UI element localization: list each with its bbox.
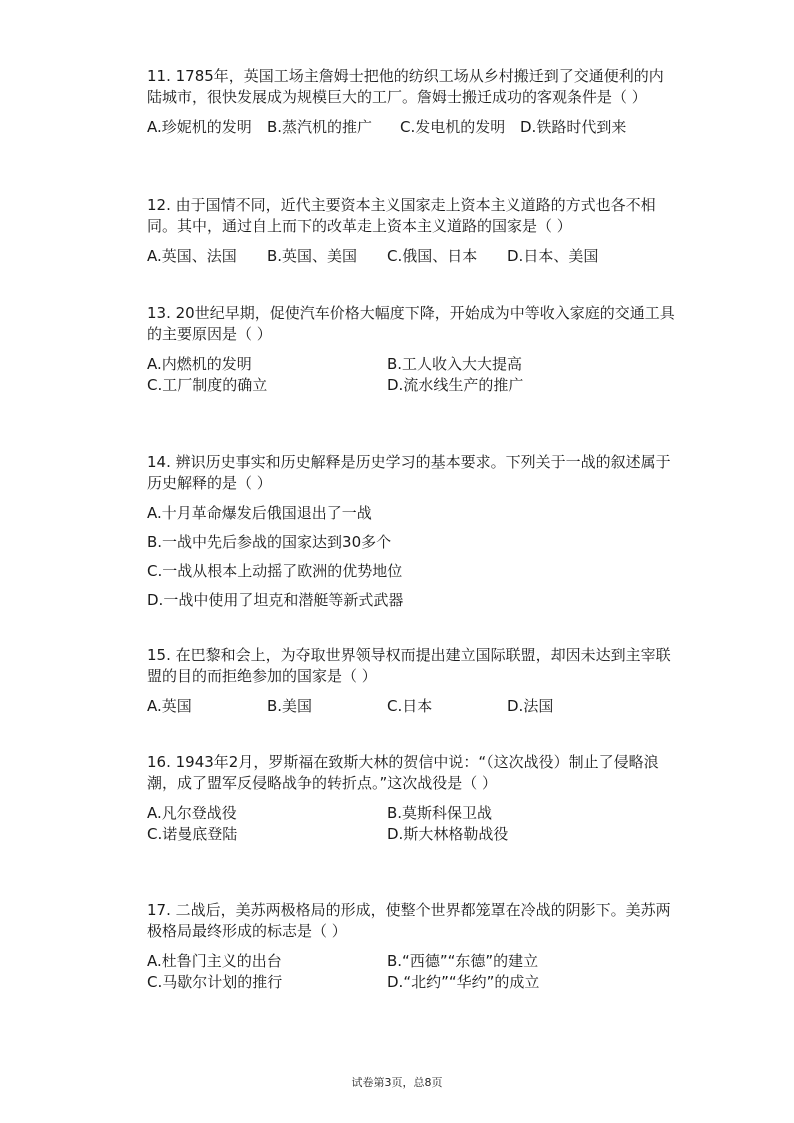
options-row [147, 696, 677, 717]
option-a: A.杜鲁门主义的出台 [147, 952, 282, 970]
option-c: C.一战从根本上动摇了欧洲的优势地位 [147, 562, 403, 580]
option-d: D.流水线生产的推广 [387, 376, 524, 394]
option-c: C.诺曼底登陆 [147, 825, 238, 843]
options-grid [147, 951, 677, 993]
option-b: B.美国 [267, 697, 313, 715]
option-a: A.十月革命爆发后俄国退出了一战 [147, 504, 372, 522]
option-c: C.发电机的发明 [400, 118, 506, 136]
options-grid [147, 354, 677, 396]
option-b: B.英国、美国 [267, 247, 358, 265]
option-d: D.铁路时代到来 [520, 118, 627, 136]
question-stem: 14. 辨识历史事实和历史解释是历史学习的基本要求。下列关于一战的叙述属于历史解释的是（ ） [147, 453, 671, 492]
options-row [147, 246, 677, 267]
option-c: C.日本 [387, 697, 433, 715]
option-d: D.“北约”“华约”的成立 [387, 973, 540, 991]
question-11 [147, 66, 677, 138]
question-stem: 15. 在巴黎和会上，为夺取世界领导权而提出建立国际联盟，却因未达到主宰联盟的目的而拒绝参加的国家是（ ） [147, 646, 671, 685]
option-d: D.一战中使用了坦克和潜艇等新式武器 [147, 591, 404, 609]
question-14 [147, 452, 677, 619]
option-d: D.法国 [507, 697, 554, 715]
option-c: C.马歇尔计划的推行 [147, 973, 283, 991]
question-stem: 16. 1943年2月，罗斯福在致斯大林的贺信中说：“（这次战役）制止了侵略浪潮，成了盟军反侵略战争的转折点。”这次战役是（ ） [147, 753, 659, 792]
option-a: A.英国、法国 [147, 247, 237, 265]
option-a: A.英国 [147, 697, 192, 715]
options-grid [147, 803, 677, 845]
option-b: B.“西德”“东德”的建立 [387, 952, 539, 970]
option-c: C.俄国、日本 [387, 247, 478, 265]
option-a: A.凡尔登战役 [147, 804, 237, 822]
question-stem: 17. 二战后，美苏两极格局的形成，使整个世界都笼罩在冷战的阴影下。美苏两极格局最终形成的标志是（ ） [147, 901, 671, 940]
option-d: D.日本、美国 [507, 247, 599, 265]
option-c: C.工厂制度的确立 [147, 376, 268, 394]
option-b: B.工人收入大大提高 [387, 355, 523, 373]
options-column [147, 503, 677, 611]
question-16 [147, 752, 677, 845]
question-15 [147, 645, 677, 717]
question-stem: 13. 20世纪早期，促使汽车价格大幅度下降，开始成为中等收入家庭的交通工具的主要原因是（ ） [147, 304, 675, 343]
question-stem: 11. 1785年，英国工场主詹姆士把他的纺织工场从乡村搬迁到了交通便利的内陆城市，很快发展成为规模巨大的工厂。詹姆士搬迁成功的客观条件是（ ） [147, 67, 664, 106]
option-a: A.珍妮机的发明 [147, 118, 252, 136]
option-d: D.斯大林格勒战役 [387, 825, 509, 843]
option-b: B.一战中先后参战的国家达到30多个 [147, 533, 392, 551]
question-17 [147, 900, 677, 993]
page-footer: 试卷第3页，总8页 [351, 1076, 443, 1089]
option-b: B.蒸汽机的推广 [267, 118, 373, 136]
option-b: B.莫斯科保卫战 [387, 804, 493, 822]
question-13 [147, 303, 677, 396]
option-a: A.内燃机的发明 [147, 355, 252, 373]
question-stem: 12. 由于国情不同，近代主要资本主义国家走上资本主义道路的方式也各不相同。其中，通过自上而下的改革走上资本主义道路的国家是（ ） [147, 196, 656, 235]
question-12 [147, 195, 677, 267]
options-row [147, 117, 677, 138]
